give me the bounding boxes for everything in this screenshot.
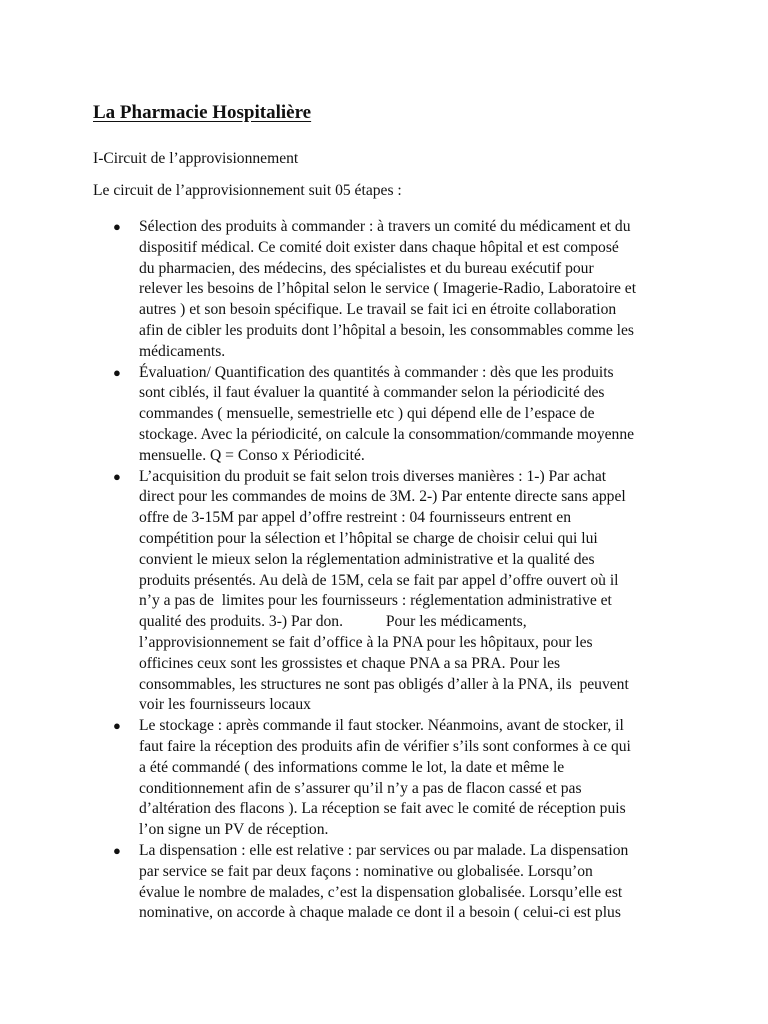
step-storage-text: Le stockage : après commande il faut stocker. Néanmoins, avant de stocker, il faut faire la réception des produits afin de vérifier s’ils sont conformes à ce qui a été commandé ( des informations comme le lot, la date et même le conditionnement afin de s’assurer qu’il n’y a pas de flacon cassé et pas d’altération des flacons ). La réception se fait avec le comité de réception puis l’on signe un PV de réception. — [139, 717, 631, 839]
document-title: La Pharmacie Hospitalière — [93, 102, 312, 123]
section-heading: I-Circuit de l’approvisionnement — [93, 150, 299, 167]
bullet-icon: ● — [113, 364, 121, 380]
list-item — [93, 467, 678, 717]
step-selection-text: Sélection des produits à commander : à travers un comité du médicament et du dispositif médical. Ce comité doit exister dans chaque hôpital et est composé du pharmacien, des médecins, des spécialistes et du bureau exécutif pour relever les besoins de l’hôpital selon le service ( Imagerie-Radio, Laboratoire et autres ) et son besoin spécifique. Le travail se fait ici en étroite collaboration afin de cibler les produits dont l’hôpital a besoin, les consommables comme les médicaments. — [139, 218, 637, 360]
list-item — [93, 363, 678, 467]
list-item — [93, 841, 678, 924]
step-dispensation-text: La dispensation : elle est relative : par services ou par malade. La dispensation par service se fait par deux façons : nominative ou globalisée. Lorsqu’on évalue le nombre de malades, c’est la dispensation globalisée. Lorsqu’elle est nominative, on accorde à chaque malade ce dont il a besoin ( celui-ci est plus — [139, 841, 629, 922]
bullet-icon: ● — [113, 219, 121, 234]
bullet-icon: ● — [113, 718, 121, 734]
step-acquisition-text: L’acquisition du produit se fait selon trois diverses manières : 1-) Par achat direct pour les commandes de moins de 3M. 2-) Par entente directe sans appel offre de 3-15M par appel d’offre restreint : 04 fournisseurs entrent en compétition pour la sélection et l’hôpital se charge de choisir celui qui lui convient le mieux selon la réglementation administrative et la qualité des produits présentés. Au delà de 15M, cela se fait par appel d’offre ouvert où il n’y a pas de limites pour les fournisseurs : réglementation administrative et qualité des produits. 3-) Par don. Pour les médicaments, l’approvisionnement se fait d’office à la PNA pour les hôpitaux, pour les officines ceux sont les grossistes et chaque PNA a sa PRA. Pour les consommables, les structures ne sont pas obligés d’aller à la PNA, ils peuvent voir les fournisseurs locaux — [139, 467, 629, 714]
intro-paragraph: Le circuit de l’approvisionnement suit 05 étapes : — [93, 182, 402, 199]
bullet-icon: ● — [113, 842, 121, 858]
bullet-icon: ● — [113, 468, 121, 484]
step-evaluation-text: Évaluation/ Quantification des quantités à commander : dès que les produits sont ciblés, il faut évaluer la quantité à commander selon la périodicité des commandes ( mensuelle, semestrielle etc ) qui dépend elle de l’espace de stockage. Avec la périodicité, on calcule la consommation/commande moyenne mensuelle. Q = Conso x Périodicité. — [139, 363, 635, 464]
steps-list — [93, 217, 678, 924]
list-item — [93, 217, 678, 363]
list-item — [93, 716, 678, 841]
